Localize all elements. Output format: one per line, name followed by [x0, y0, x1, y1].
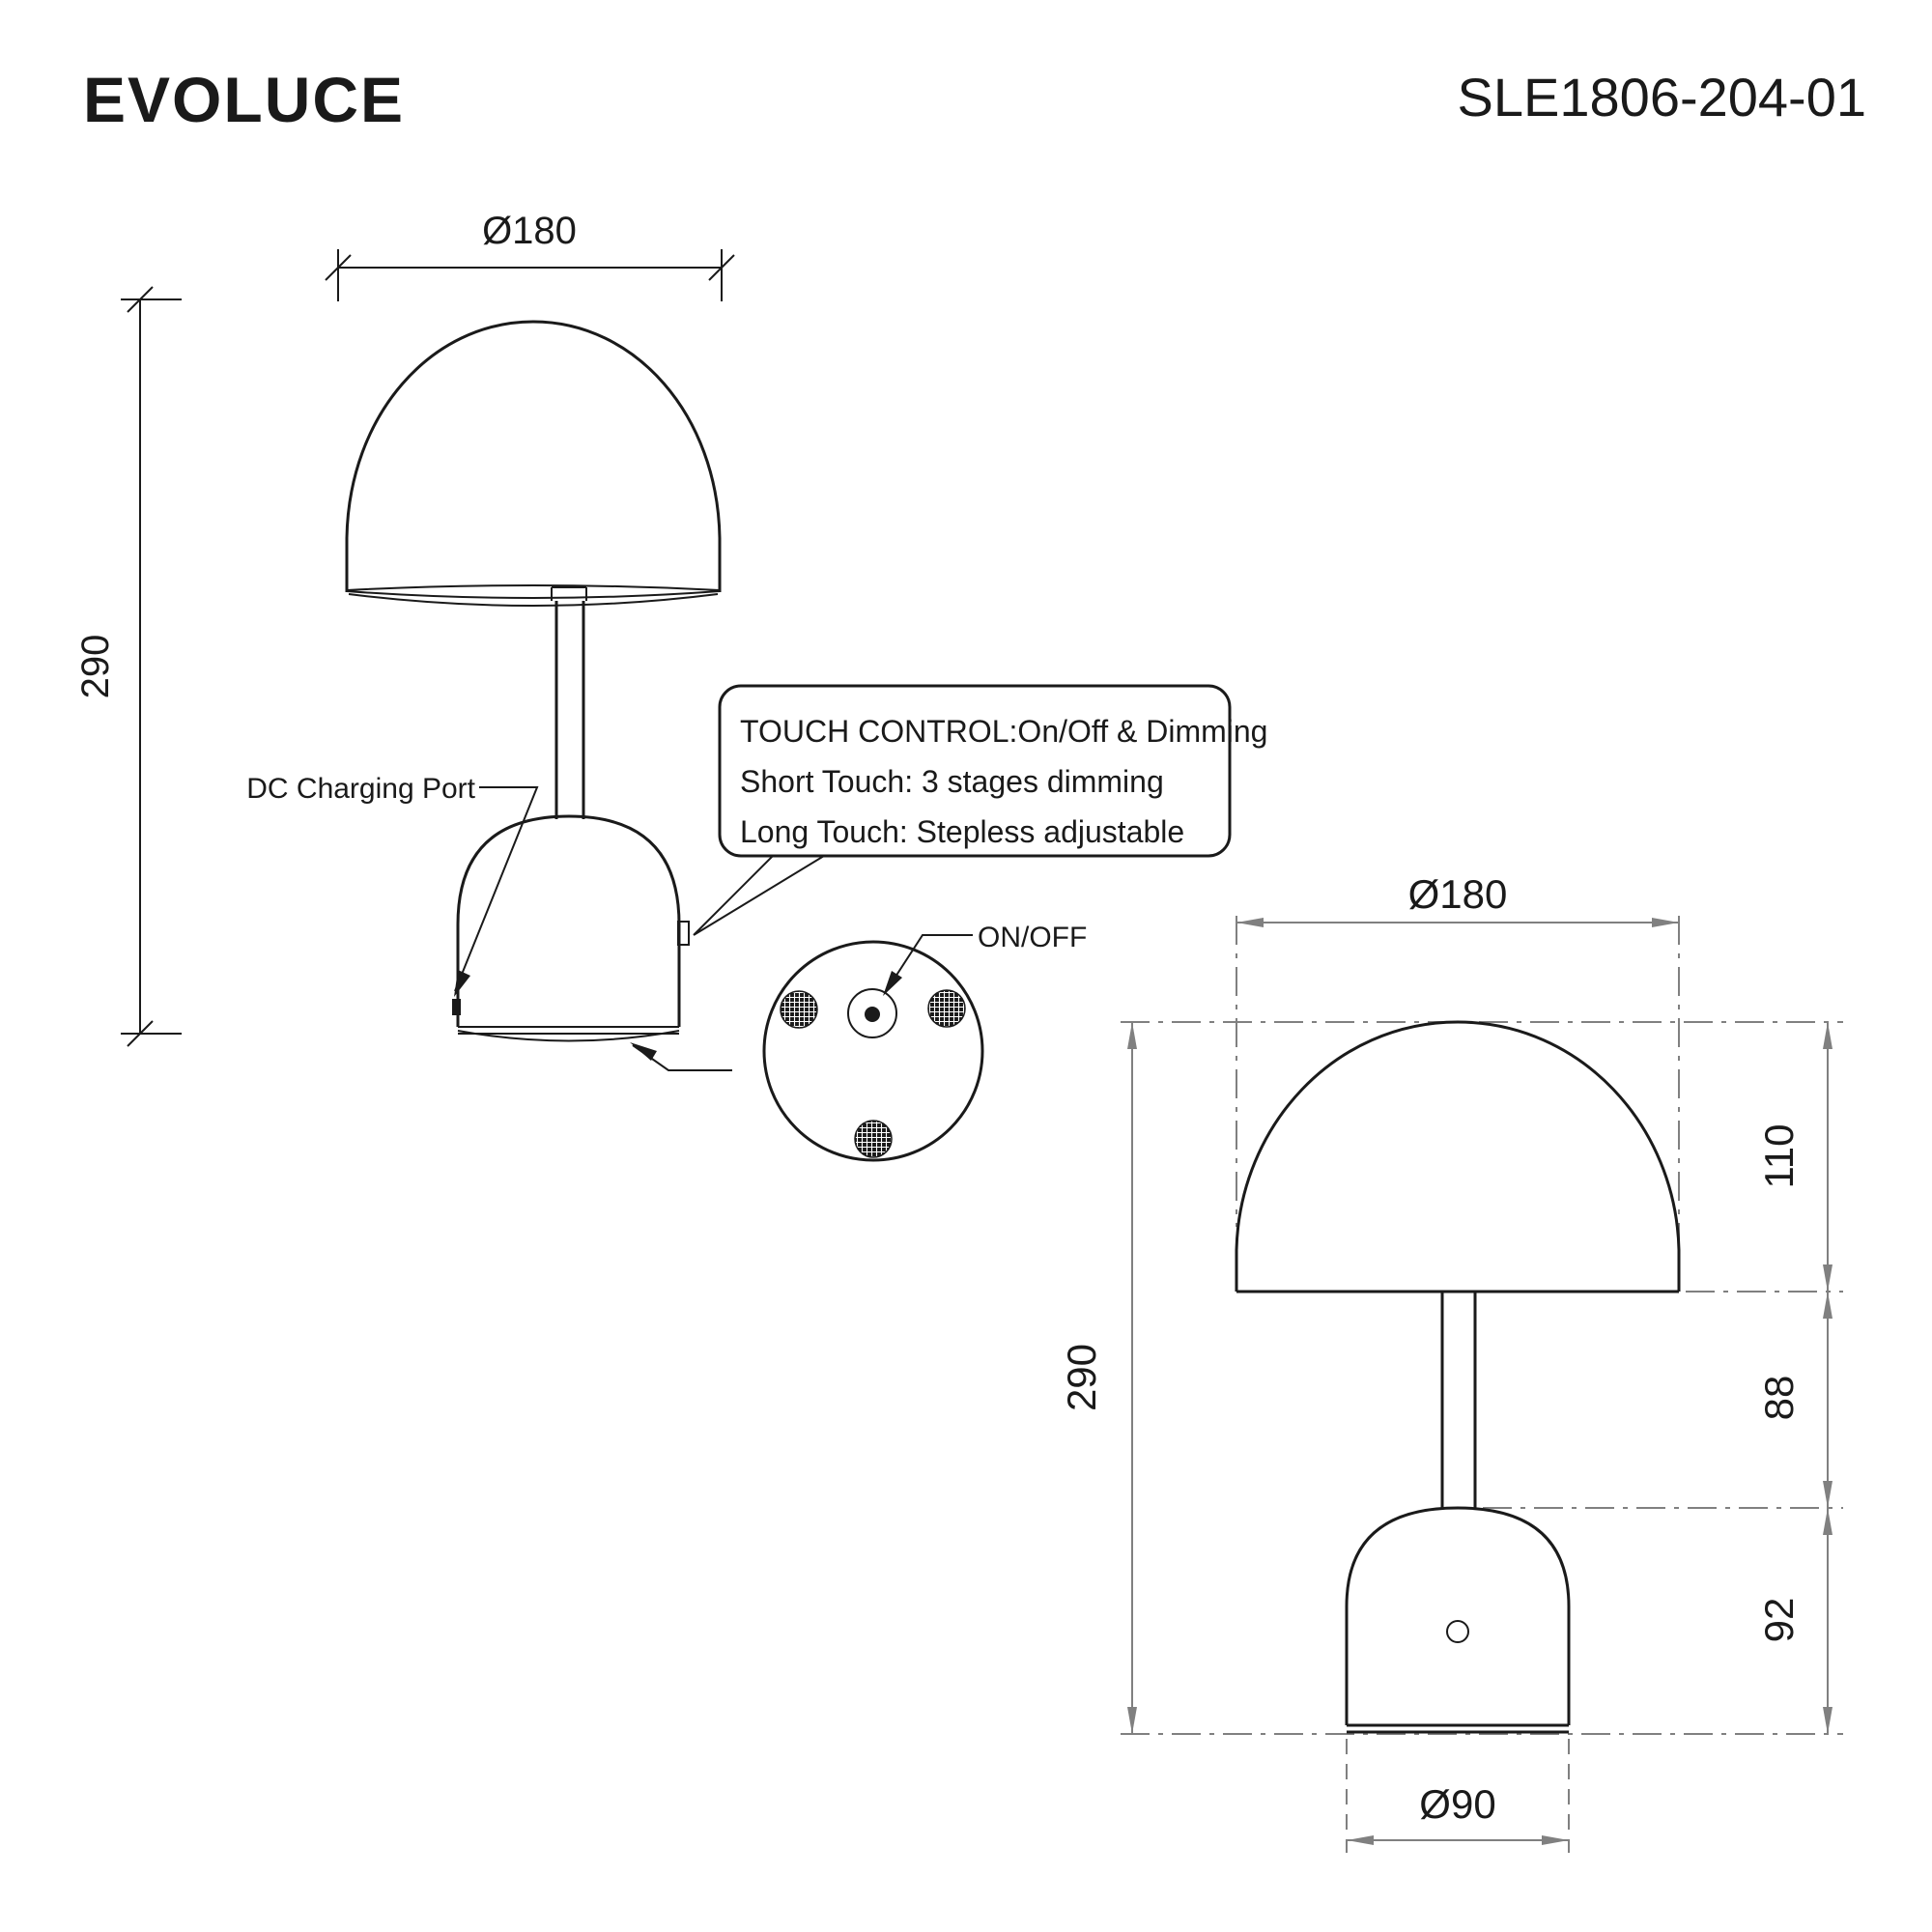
front-height-label: 290: [74, 634, 117, 699]
arrowhead: [1127, 1022, 1137, 1049]
arrowhead: [1823, 1264, 1833, 1292]
stem-height-dimension: [1756, 1292, 1833, 1508]
touch-button-front: [1447, 1621, 1468, 1642]
dc-port-leader: [455, 787, 537, 991]
arrowhead: [1823, 1508, 1833, 1535]
arrowhead: [1127, 1707, 1137, 1734]
front-view: [74, 210, 734, 1070]
base-outline: [458, 816, 679, 1027]
on-off-button-dot: [865, 1007, 880, 1022]
base-outline: [1347, 1508, 1569, 1725]
arrowhead: [1823, 1292, 1833, 1319]
side-shade-diameter-label: Ø180: [1407, 871, 1508, 917]
rubber-foot: [781, 991, 817, 1028]
arrowhead: [1652, 918, 1679, 927]
base-height-dimension: [1756, 1508, 1833, 1734]
front-height-dimension: [74, 287, 182, 1046]
callout-tail: [694, 856, 824, 935]
shade-height-label: 110: [1756, 1123, 1802, 1189]
stem-collar: [552, 587, 586, 601]
shade-outline: [1236, 1022, 1679, 1292]
extension-stubs: [121, 299, 182, 1034]
shade-rim: [347, 585, 720, 606]
base-bottom-rim: [458, 1027, 679, 1041]
side-height-dimension: [1059, 1022, 1137, 1734]
shade-outline: [347, 322, 720, 592]
arrowhead: [1236, 918, 1264, 927]
arrowhead: [1823, 1707, 1833, 1734]
base-bottom-plate: [1347, 1725, 1569, 1732]
bottom-face-arrowhead: [630, 1042, 657, 1061]
side-height-label: 290: [1059, 1343, 1104, 1412]
arrowhead: [1823, 1481, 1833, 1508]
rubber-foot: [855, 1121, 892, 1157]
arrowhead: [1347, 1835, 1374, 1845]
stem-outline: [556, 601, 583, 819]
side-view: [1059, 871, 1843, 1853]
base-diameter-dimension: [1347, 1781, 1569, 1845]
stem-height-label: 88: [1756, 1375, 1802, 1421]
stem-outline: [1442, 1292, 1475, 1508]
extension-stubs: [338, 249, 722, 301]
brand-logo-text: EVOLUCE: [83, 64, 406, 135]
bottom-view: [764, 922, 1087, 1160]
dc-port-label: DC Charging Port: [246, 773, 475, 805]
rubber-foot: [928, 990, 965, 1027]
extension-lines-shade: [1236, 916, 1679, 1292]
arrowhead: [1823, 1022, 1833, 1049]
front-shade-diameter-label: Ø180: [482, 210, 577, 252]
callout-short-touch: Short Touch: 3 stages dimming: [740, 764, 1164, 799]
model-number: SLE1806-204-01: [1457, 67, 1866, 128]
arrowhead: [1542, 1835, 1569, 1845]
base-height-label: 92: [1756, 1597, 1802, 1643]
on-off-arrowhead: [883, 971, 902, 996]
dc-charging-port: [452, 999, 461, 1015]
base-diameter-label: Ø90: [1419, 1781, 1496, 1827]
touch-control-callout: [694, 686, 1267, 935]
on-off-label: ON/OFF: [978, 922, 1088, 953]
callout-long-touch: Long Touch: Stepless adjustable: [740, 814, 1185, 849]
callout-title: TOUCH CONTROL:On/Off & Dimming: [740, 714, 1268, 749]
shade-height-dimension: [1756, 1022, 1833, 1292]
side-shade-diameter-dimension: [1236, 871, 1679, 927]
front-shade-diameter-dimension: [326, 210, 734, 301]
